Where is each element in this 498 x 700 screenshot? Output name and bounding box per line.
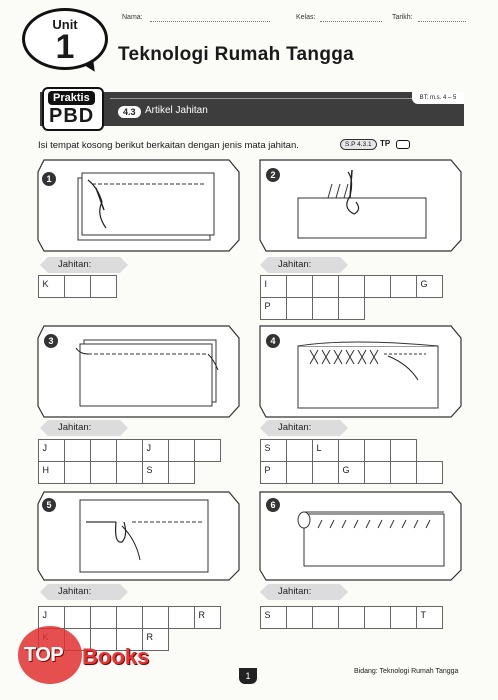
- sp-reference: S.P 4.3.1: [340, 139, 377, 150]
- grid-cell[interactable]: [364, 606, 391, 629]
- tarikh-label: Tarikh:: [392, 14, 413, 21]
- topbooks-watermark: [18, 626, 168, 684]
- grid-cell[interactable]: L: [312, 439, 339, 462]
- unit-word: Unit: [52, 17, 78, 32]
- jahitan-tag-3: Jahitan:: [48, 420, 120, 436]
- grid-spacer: [390, 297, 417, 320]
- grid-cell[interactable]: [338, 606, 365, 629]
- grid-cell[interactable]: P: [260, 461, 287, 484]
- nama-label: Nama:: [122, 14, 143, 21]
- grid-cell[interactable]: P: [260, 297, 287, 320]
- grid-spacer: [416, 439, 443, 462]
- pbd-label: PBD: [49, 105, 95, 127]
- grid-cell[interactable]: J: [38, 439, 65, 462]
- praktis-pbd-logo: [42, 87, 104, 131]
- watermark-books-text: Books: [82, 644, 150, 669]
- grid-spacer: [220, 606, 247, 629]
- grid-cell[interactable]: [338, 275, 365, 298]
- topic-name: Artikel Jahitan: [145, 105, 208, 116]
- kelas-field[interactable]: [320, 21, 382, 22]
- panel-2-frame: [258, 158, 463, 253]
- grid-cell[interactable]: [286, 606, 313, 629]
- grid-cell[interactable]: [168, 439, 195, 462]
- answer-grid-1: [38, 275, 116, 297]
- grid-cell[interactable]: [312, 461, 339, 484]
- grid-cell[interactable]: [286, 297, 313, 320]
- panel-6-frame: [258, 490, 463, 582]
- grid-cell[interactable]: T: [416, 606, 443, 629]
- grid-cell[interactable]: G: [416, 275, 443, 298]
- grid-cell[interactable]: [364, 439, 391, 462]
- grid-cell[interactable]: I: [260, 275, 287, 298]
- answer-grid-3: [38, 439, 246, 483]
- grid-cell[interactable]: [364, 461, 391, 484]
- panel-2-number: 2: [266, 168, 280, 182]
- grid-cell[interactable]: [312, 606, 339, 629]
- answer-grid-2: [260, 275, 442, 319]
- grid-spacer: [220, 628, 247, 651]
- grid-cell[interactable]: [64, 275, 91, 298]
- tp-label: TP: [380, 139, 391, 148]
- kelas-label: Kelas:: [296, 14, 316, 21]
- grid-cell[interactable]: [390, 439, 417, 462]
- grid-cell[interactable]: [64, 439, 91, 462]
- grid-spacer: [168, 628, 195, 651]
- panel-1-number: 1: [42, 172, 56, 186]
- grid-cell[interactable]: K: [38, 275, 65, 298]
- jahitan-tag-2: Jahitan:: [268, 257, 340, 273]
- grid-cell[interactable]: [286, 461, 313, 484]
- bt-reference: BT: m.s. 4 – 5: [412, 92, 464, 104]
- panel-5-number: 5: [42, 498, 56, 512]
- topic-number: 4.3: [118, 106, 141, 118]
- grid-spacer: [364, 297, 391, 320]
- panel-3-frame: [36, 324, 241, 419]
- panel-1-frame: [36, 158, 241, 253]
- tp-box[interactable]: [396, 140, 410, 149]
- grid-cell[interactable]: [168, 461, 195, 484]
- grid-cell[interactable]: [390, 461, 417, 484]
- instruction-text: Isi tempat kosong berikut berkaitan dengan jenis mata jahitan.: [38, 140, 299, 151]
- grid-cell[interactable]: S: [260, 606, 287, 629]
- panel-5-frame: [36, 490, 241, 582]
- grid-cell[interactable]: R: [142, 628, 169, 651]
- grid-cell[interactable]: [338, 297, 365, 320]
- footer-text: Bidang: Teknologi Rumah Tangga: [354, 668, 459, 675]
- nama-field[interactable]: [150, 21, 270, 22]
- grid-cell[interactable]: [312, 297, 339, 320]
- grid-cell[interactable]: [168, 606, 195, 629]
- grid-cell[interactable]: J: [38, 606, 65, 629]
- grid-cell[interactable]: [116, 461, 143, 484]
- grid-cell[interactable]: [116, 439, 143, 462]
- grid-cell[interactable]: [194, 439, 221, 462]
- grid-spacer: [194, 628, 221, 651]
- grid-cell[interactable]: [90, 439, 117, 462]
- jahitan-tag-5: Jahitan:: [48, 584, 120, 600]
- grid-cell[interactable]: [338, 439, 365, 462]
- panel-3-number: 3: [44, 334, 58, 348]
- grid-cell[interactable]: [364, 275, 391, 298]
- grid-spacer: [220, 461, 247, 484]
- grid-spacer: [194, 461, 221, 484]
- grid-cell[interactable]: [64, 461, 91, 484]
- grid-cell[interactable]: S: [260, 439, 287, 462]
- grid-cell[interactable]: [286, 439, 313, 462]
- grid-cell[interactable]: [390, 606, 417, 629]
- grid-cell[interactable]: S: [142, 461, 169, 484]
- grid-cell[interactable]: [286, 275, 313, 298]
- unit-bubble: [22, 8, 108, 70]
- unit-number: 1: [55, 28, 75, 66]
- page-number: 1: [239, 668, 257, 684]
- grid-cell[interactable]: R: [194, 606, 221, 629]
- grid-cell[interactable]: [416, 461, 443, 484]
- watermark-top-text: TOP: [24, 644, 64, 666]
- jahitan-tag-4: Jahitan:: [268, 420, 340, 436]
- jahitan-tag-6: Jahitan:: [268, 584, 340, 600]
- grid-cell[interactable]: [390, 275, 417, 298]
- grid-cell[interactable]: [312, 275, 339, 298]
- grid-cell[interactable]: G: [338, 461, 365, 484]
- panel-6-number: 6: [266, 498, 280, 512]
- page-title: Teknologi Rumah Tangga: [118, 44, 355, 65]
- praktis-label: Praktis: [48, 91, 95, 105]
- grid-cell[interactable]: [90, 275, 117, 298]
- grid-spacer: [220, 439, 247, 462]
- grid-cell[interactable]: [90, 461, 117, 484]
- grid-cell[interactable]: J: [142, 439, 169, 462]
- panel-4-number: 4: [266, 334, 280, 348]
- grid-spacer: [416, 297, 443, 320]
- answer-grid-4: [260, 439, 442, 483]
- answer-grid-6: [260, 606, 442, 628]
- jahitan-tag-1: Jahitan:: [48, 257, 120, 273]
- banner-stripe: [110, 98, 464, 99]
- grid-cell[interactable]: H: [38, 461, 65, 484]
- tarikh-field[interactable]: [418, 21, 466, 22]
- panel-4-frame: [258, 324, 463, 419]
